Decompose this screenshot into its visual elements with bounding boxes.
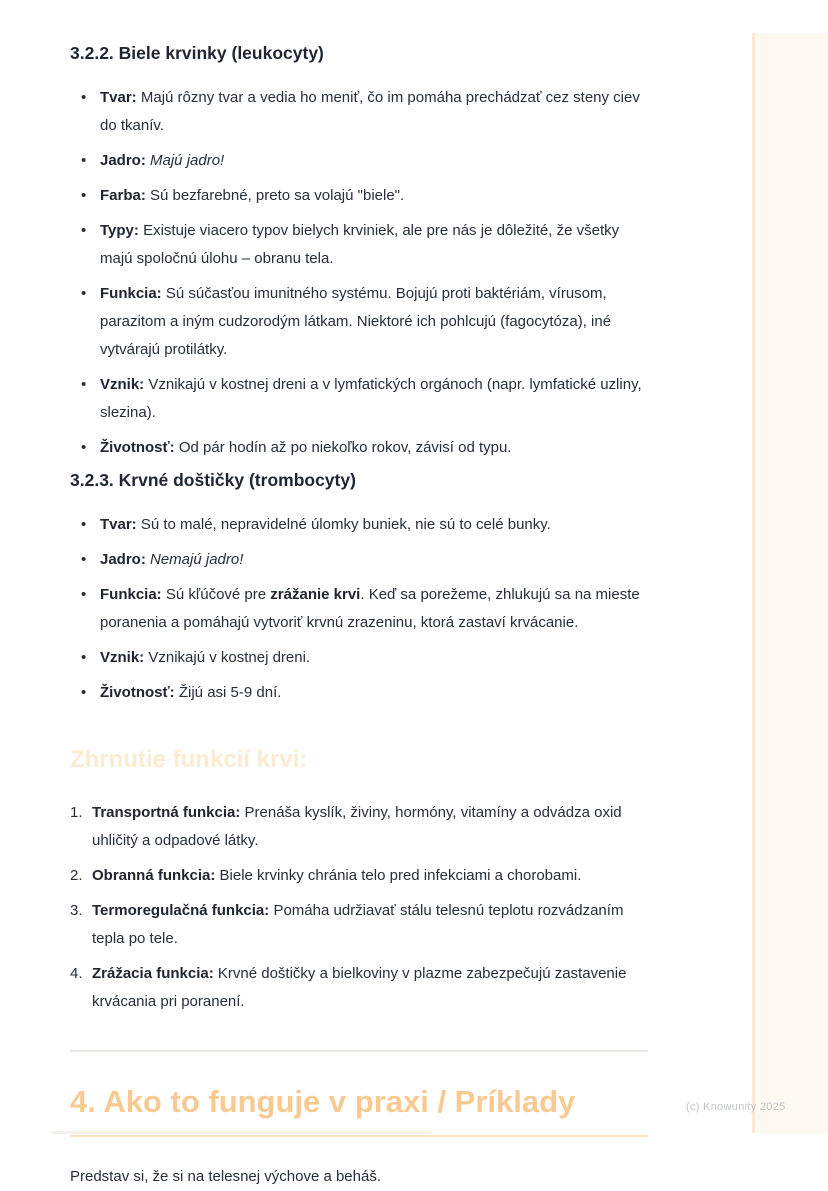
item-text: Vznikajú v kostnej dreni a v lymfatických orgánoch (napr. lymfatické uzliny, slezina). xyxy=(100,376,642,421)
item-text-bold: zrážanie krvi xyxy=(270,586,361,603)
item-label: Typy: xyxy=(100,222,139,239)
item-label: Tvar: xyxy=(100,516,137,533)
platelets-bullet-list xyxy=(70,511,648,707)
section-heading-leukocytes: 3.2.2. Biele krvinky (leukocyty) xyxy=(70,43,324,63)
item-label: Farba: xyxy=(100,187,146,204)
item-label: Zrážacia funkcia: xyxy=(92,965,214,982)
list-item-farba xyxy=(100,182,648,210)
item-label: Životnosť: xyxy=(100,439,175,456)
intro-paragraph: Predstav si, že si na telesnej výchove a beháš. xyxy=(70,1168,382,1185)
item-text: . Keď sa porežeme, zhlukujú sa na mieste poranenia a pomáhajú vytvoriť krvnú zrazeninu, ktorá zastaví krvácanie. xyxy=(100,586,640,631)
item-text: Biele krvinky chránia telo pred infekciami a chorobami. xyxy=(215,867,582,884)
item-label: Životnosť: xyxy=(100,684,175,701)
item-text: Sú kľúčové pre xyxy=(161,586,271,603)
numbered-item-transport xyxy=(92,799,648,855)
leukocytes-bullet-list xyxy=(70,84,648,462)
list-item-funkcia xyxy=(100,581,648,637)
item-label: Vznik: xyxy=(100,649,145,666)
chapter-heading: 4. Ako to funguje v praxi / Príklady xyxy=(70,1084,648,1137)
list-item-typy xyxy=(100,217,648,273)
item-text: Vznikajú v kostnej dreni. xyxy=(144,649,311,666)
list-item-zivotnost xyxy=(100,434,648,462)
list-item-vznik xyxy=(100,644,648,672)
list-item-tvar xyxy=(100,511,648,539)
copyright-watermark: (c) Knowunity 2025 xyxy=(686,1101,786,1113)
numbered-item-zrazacia xyxy=(92,960,648,1016)
item-text: Od pár hodín až po niekoľko rokov, závisí od typu. xyxy=(174,439,512,456)
item-label: Transportná funkcia: xyxy=(92,804,241,821)
list-item-tvar xyxy=(100,84,648,140)
item-label: Obranná funkcia: xyxy=(92,867,216,884)
item-label: Vznik: xyxy=(100,376,145,393)
item-text-italic: Majú jadro! xyxy=(145,152,225,169)
item-text: Sú bezfarebné, preto sa volajú "biele". xyxy=(145,187,405,204)
section-divider xyxy=(70,1050,648,1052)
item-text: Krvné doštičky a bielkoviny v plazme zabezpečujú zastavenie krvácania pri poranení. xyxy=(92,965,627,1010)
page-edge-strip xyxy=(752,33,828,1133)
item-label: Jadro: xyxy=(100,551,146,568)
numbered-item-obranna xyxy=(92,862,648,890)
numbered-item-termoregulacna xyxy=(92,897,648,953)
list-item-vznik xyxy=(100,371,648,427)
item-text: Sú súčasťou imunitného systému. Bojujú proti baktériám, vírusom, parazitom a iným cudzorodým látkam. Niektoré ich pohlcujú (fagocytóza), iné vytvárajú protilátky. xyxy=(100,285,612,358)
item-text: Žijú asi 5-9 dní. xyxy=(174,684,282,701)
item-text: Majú rôzny tvar a vedia ho meniť, čo im pomáha prechádzať cez steny ciev do tkanív. xyxy=(100,89,640,134)
item-label: Funkcia: xyxy=(100,586,162,603)
summary-heading: Zhrnutie funkcií krvi: xyxy=(70,746,308,773)
item-label: Termoregulačná funkcia: xyxy=(92,902,270,919)
list-item-jadro xyxy=(100,147,648,175)
item-text: Sú to malé, nepravidelné úlomky buniek, nie sú to celé bunky. xyxy=(136,516,551,533)
item-text: Prenáša kyslík, živiny, hormóny, vitamíny a odvádza oxid uhličitý a odpadové látky. xyxy=(92,804,622,849)
item-label: Tvar: xyxy=(100,89,137,106)
section-heading-platelets: 3.2.3. Krvné doštičky (trombocyty) xyxy=(70,470,356,490)
item-text: Pomáha udržiavať stálu telesnú teplotu rozvádzaním tepla po tele. xyxy=(92,902,624,947)
item-label: Funkcia: xyxy=(100,285,162,302)
document-content xyxy=(70,42,648,1191)
summary-numbered-list xyxy=(70,799,648,1016)
list-item-funkcia xyxy=(100,280,648,364)
list-item-zivotnost xyxy=(100,679,648,707)
item-label: Jadro: xyxy=(100,152,146,169)
item-text-italic: Nemajú jadro! xyxy=(145,551,244,568)
list-item-jadro xyxy=(100,546,648,574)
item-text: Existuje viacero typov bielych krviniek, ale pre nás je dôležité, že všetky majú spoločnú úlohu – obranu tela. xyxy=(100,222,620,267)
